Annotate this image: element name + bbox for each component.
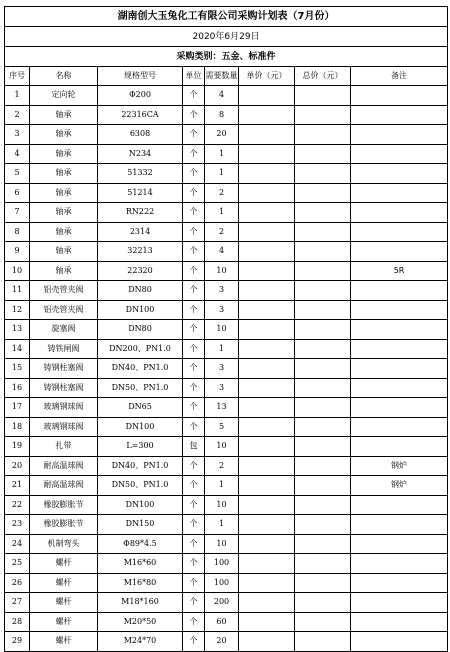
- cell-spec: 2314: [98, 222, 183, 242]
- cell-note: [351, 300, 448, 320]
- cell-spec: DN100: [98, 300, 183, 320]
- table-row: [5, 261, 448, 281]
- cell-no: 28: [5, 612, 30, 632]
- cell-spec: DN80: [98, 281, 183, 301]
- cell-qty: 1: [205, 164, 239, 184]
- cell-no: 8: [5, 222, 30, 242]
- cell-unit: 个: [183, 554, 205, 574]
- cell-spec: RN222: [98, 203, 183, 223]
- cell-unit: 个: [183, 476, 205, 496]
- cell-qty: 10: [205, 534, 239, 554]
- cell-total: [295, 164, 351, 184]
- cell-qty: 2: [205, 183, 239, 203]
- cell-qty: 200: [205, 593, 239, 613]
- cell-qty: 8: [205, 105, 239, 125]
- cell-name: 轴承: [30, 183, 98, 203]
- table-row: [5, 164, 448, 184]
- cell-spec: 22316CA: [98, 105, 183, 125]
- cell-name: 橡胶膨胀节: [30, 515, 98, 535]
- cell-name: 橡胶膨胀节: [30, 495, 98, 515]
- cell-no: 7: [5, 203, 30, 223]
- cell-unit: 个: [183, 573, 205, 593]
- cell-total: [295, 281, 351, 301]
- cell-note: [351, 339, 448, 359]
- cell-no: 5: [5, 164, 30, 184]
- cell-price: [239, 281, 295, 301]
- purchase-plan-table: [4, 6, 448, 652]
- cell-price: [239, 339, 295, 359]
- cell-note: [351, 593, 448, 613]
- cell-qty: 60: [205, 612, 239, 632]
- cell-price: [239, 320, 295, 340]
- cell-total: [295, 534, 351, 554]
- table-row: [5, 144, 448, 164]
- col-header-name: 名称: [30, 67, 98, 86]
- cell-name: 轴承: [30, 164, 98, 184]
- table-row: [5, 573, 448, 593]
- cell-price: [239, 242, 295, 262]
- cell-spec: DN50、PN1.0: [98, 378, 183, 398]
- cell-name: 旋塞阀: [30, 320, 98, 340]
- cell-total: [295, 612, 351, 632]
- cell-total: [295, 515, 351, 535]
- cell-spec: DN100: [98, 495, 183, 515]
- cell-price: [239, 612, 295, 632]
- cell-no: 23: [5, 515, 30, 535]
- cell-price: [239, 86, 295, 106]
- cell-price: [239, 437, 295, 457]
- purchase-category: 采购类别：五金、标准件: [5, 47, 448, 67]
- cell-no: 1: [5, 86, 30, 106]
- cell-price: [239, 554, 295, 574]
- col-header-qty: 需要数量: [205, 67, 239, 86]
- cell-total: [295, 398, 351, 418]
- table-row: [5, 417, 448, 437]
- table-row: [5, 593, 448, 613]
- cell-note: [351, 144, 448, 164]
- cell-qty: 4: [205, 242, 239, 262]
- cell-qty: 13: [205, 398, 239, 418]
- cell-name: 螺杆: [30, 612, 98, 632]
- cell-name: 铸钢柱塞阀: [30, 378, 98, 398]
- cell-spec: M16*60: [98, 554, 183, 574]
- cell-no: 20: [5, 456, 30, 476]
- cell-total: [295, 359, 351, 379]
- table-row: [5, 632, 448, 652]
- cell-unit: 个: [183, 534, 205, 554]
- cell-spec: M20*50: [98, 612, 183, 632]
- sheet-date: 2020年6月29日: [5, 27, 448, 47]
- cell-unit: 个: [183, 203, 205, 223]
- table-row: [5, 476, 448, 496]
- cell-total: [295, 554, 351, 574]
- cell-unit: 个: [183, 378, 205, 398]
- cell-unit: 个: [183, 300, 205, 320]
- purchase-plan-sheet: [4, 6, 447, 652]
- cell-name: 机制弯头: [30, 534, 98, 554]
- cell-price: [239, 398, 295, 418]
- cell-note: [351, 164, 448, 184]
- cell-note: [351, 86, 448, 106]
- cell-unit: 个: [183, 456, 205, 476]
- cell-spec: DN65: [98, 398, 183, 418]
- cell-spec: DN80: [98, 320, 183, 340]
- cell-price: [239, 573, 295, 593]
- cell-note: [351, 398, 448, 418]
- cell-no: 19: [5, 437, 30, 457]
- cell-unit: 个: [183, 593, 205, 613]
- cell-note: [351, 554, 448, 574]
- cell-no: 25: [5, 554, 30, 574]
- cell-note: [351, 222, 448, 242]
- table-row: [5, 398, 448, 418]
- cell-spec: DN100: [98, 417, 183, 437]
- table-row: [5, 222, 448, 242]
- cell-spec: N234: [98, 144, 183, 164]
- cell-note: 钢炉: [351, 456, 448, 476]
- cell-price: [239, 300, 295, 320]
- cell-price: [239, 378, 295, 398]
- cell-spec: 51214: [98, 183, 183, 203]
- title-row: [5, 7, 448, 27]
- cell-note: [351, 612, 448, 632]
- cell-qty: 100: [205, 573, 239, 593]
- cell-name: 铝壳管夹阀: [30, 300, 98, 320]
- cell-price: [239, 632, 295, 652]
- cell-unit: 个: [183, 125, 205, 145]
- cell-spec: DN200、PN1.0: [98, 339, 183, 359]
- cell-qty: 3: [205, 359, 239, 379]
- cell-spec: DN40、PN1.0: [98, 359, 183, 379]
- cell-note: [351, 105, 448, 125]
- table-row: [5, 105, 448, 125]
- cell-unit: 个: [183, 164, 205, 184]
- cell-note: [351, 281, 448, 301]
- table-row: [5, 359, 448, 379]
- cell-name: 铸钢柱塞阀: [30, 359, 98, 379]
- cell-spec: Φ200: [98, 86, 183, 106]
- table-row: [5, 437, 448, 457]
- cell-name: 扎带: [30, 437, 98, 457]
- cell-name: 耐高温球阀: [30, 476, 98, 496]
- cell-unit: 个: [183, 515, 205, 535]
- cell-unit: 个: [183, 105, 205, 125]
- cell-qty: 3: [205, 300, 239, 320]
- cell-unit: 个: [183, 222, 205, 242]
- cell-no: 13: [5, 320, 30, 340]
- cell-total: [295, 105, 351, 125]
- cell-unit: 个: [183, 281, 205, 301]
- cell-price: [239, 183, 295, 203]
- cell-qty: 1: [205, 203, 239, 223]
- cell-note: [351, 495, 448, 515]
- cell-total: [295, 339, 351, 359]
- cell-note: [351, 632, 448, 652]
- cell-total: [295, 573, 351, 593]
- table-row: [5, 534, 448, 554]
- cell-note: [351, 359, 448, 379]
- cell-total: [295, 495, 351, 515]
- cell-name: 耐高温球阀: [30, 456, 98, 476]
- col-header-no: 序号: [5, 67, 30, 86]
- cell-name: 轴承: [30, 144, 98, 164]
- cell-qty: 10: [205, 320, 239, 340]
- cell-unit: 个: [183, 612, 205, 632]
- cell-name: 铝壳管夹阀: [30, 281, 98, 301]
- cell-no: 6: [5, 183, 30, 203]
- cell-no: 16: [5, 378, 30, 398]
- cell-qty: 2: [205, 456, 239, 476]
- col-header-price: 单价（元）: [239, 67, 295, 86]
- cell-note: 钢炉: [351, 476, 448, 496]
- category-row: [5, 47, 448, 67]
- cell-no: 2: [5, 105, 30, 125]
- table-row: [5, 242, 448, 262]
- cell-total: [295, 456, 351, 476]
- cell-total: [295, 593, 351, 613]
- cell-spec: 6308: [98, 125, 183, 145]
- cell-name: 轴承: [30, 125, 98, 145]
- cell-no: 18: [5, 417, 30, 437]
- cell-note: [351, 534, 448, 554]
- table-row: [5, 456, 448, 476]
- cell-no: 29: [5, 632, 30, 652]
- cell-no: 26: [5, 573, 30, 593]
- cell-price: [239, 495, 295, 515]
- table-row: [5, 320, 448, 340]
- cell-price: [239, 456, 295, 476]
- cell-note: [351, 125, 448, 145]
- cell-name: 轴承: [30, 222, 98, 242]
- cell-no: 14: [5, 339, 30, 359]
- table-row: [5, 339, 448, 359]
- cell-total: [295, 378, 351, 398]
- cell-name: 轴承: [30, 105, 98, 125]
- cell-note: [351, 242, 448, 262]
- cell-spec: DN40、PN1.0: [98, 456, 183, 476]
- cell-total: [295, 261, 351, 281]
- cell-price: [239, 164, 295, 184]
- table-row: [5, 203, 448, 223]
- cell-spec: L=300: [98, 437, 183, 457]
- cell-qty: 3: [205, 281, 239, 301]
- cell-unit: 个: [183, 339, 205, 359]
- cell-name: 定向轮: [30, 86, 98, 106]
- cell-price: [239, 476, 295, 496]
- cell-qty: 10: [205, 261, 239, 281]
- cell-qty: 2: [205, 222, 239, 242]
- cell-no: 15: [5, 359, 30, 379]
- cell-qty: 1: [205, 144, 239, 164]
- table-row: [5, 378, 448, 398]
- cell-name: 螺杆: [30, 593, 98, 613]
- cell-spec: M24*70: [98, 632, 183, 652]
- cell-spec: M18*160: [98, 593, 183, 613]
- cell-no: 4: [5, 144, 30, 164]
- cell-name: 铸铁闸阀: [30, 339, 98, 359]
- cell-name: 轴承: [30, 261, 98, 281]
- cell-no: 27: [5, 593, 30, 613]
- cell-note: [351, 183, 448, 203]
- cell-name: 螺杆: [30, 554, 98, 574]
- table-row: [5, 612, 448, 632]
- date-row: [5, 27, 448, 47]
- cell-spec: Φ89*4.5: [98, 534, 183, 554]
- table-row: [5, 495, 448, 515]
- cell-unit: 个: [183, 86, 205, 106]
- sheet-title: 湖南创大玉兔化工有限公司采购计划表（7月份）: [5, 7, 448, 27]
- cell-no: 12: [5, 300, 30, 320]
- cell-price: [239, 515, 295, 535]
- cell-unit: 个: [183, 398, 205, 418]
- cell-no: 22: [5, 495, 30, 515]
- cell-price: [239, 144, 295, 164]
- cell-no: 3: [5, 125, 30, 145]
- cell-total: [295, 222, 351, 242]
- col-header-total: 总价（元）: [295, 67, 351, 86]
- cell-price: [239, 417, 295, 437]
- cell-qty: 100: [205, 554, 239, 574]
- cell-price: [239, 125, 295, 145]
- cell-spec: 32213: [98, 242, 183, 262]
- cell-price: [239, 261, 295, 281]
- cell-total: [295, 203, 351, 223]
- table-row: [5, 125, 448, 145]
- cell-qty: 1: [205, 476, 239, 496]
- col-header-note: 备注: [351, 67, 448, 86]
- table-row: [5, 554, 448, 574]
- cell-unit: 个: [183, 495, 205, 515]
- cell-note: [351, 320, 448, 340]
- header-row: [5, 67, 448, 86]
- cell-no: 9: [5, 242, 30, 262]
- cell-price: [239, 203, 295, 223]
- cell-name: 轴承: [30, 242, 98, 262]
- cell-no: 24: [5, 534, 30, 554]
- cell-unit: 个: [183, 261, 205, 281]
- cell-qty: 4: [205, 86, 239, 106]
- cell-note: [351, 203, 448, 223]
- col-header-spec: 规格型号: [98, 67, 183, 86]
- cell-price: [239, 222, 295, 242]
- cell-note: [351, 378, 448, 398]
- cell-total: [295, 320, 351, 340]
- cell-total: [295, 125, 351, 145]
- cell-name: 玻璃钢球阀: [30, 417, 98, 437]
- cell-total: [295, 242, 351, 262]
- cell-price: [239, 359, 295, 379]
- cell-name: 螺杆: [30, 573, 98, 593]
- cell-unit: 个: [183, 632, 205, 652]
- cell-note: [351, 515, 448, 535]
- cell-unit: 个: [183, 359, 205, 379]
- cell-total: [295, 632, 351, 652]
- cell-qty: 10: [205, 437, 239, 457]
- cell-unit: 包: [183, 437, 205, 457]
- cell-spec: DN150: [98, 515, 183, 535]
- cell-no: 21: [5, 476, 30, 496]
- cell-spec: M16*80: [98, 573, 183, 593]
- col-header-unit: 单位: [183, 67, 205, 86]
- cell-price: [239, 593, 295, 613]
- cell-note: [351, 573, 448, 593]
- cell-name: 螺杆: [30, 632, 98, 652]
- cell-qty: 1: [205, 515, 239, 535]
- cell-name: 玻璃钢球阀: [30, 398, 98, 418]
- cell-unit: 个: [183, 144, 205, 164]
- cell-total: [295, 476, 351, 496]
- cell-total: [295, 417, 351, 437]
- table-row: [5, 183, 448, 203]
- cell-no: 17: [5, 398, 30, 418]
- cell-qty: 1: [205, 339, 239, 359]
- cell-price: [239, 534, 295, 554]
- cell-note: [351, 417, 448, 437]
- cell-note: [351, 437, 448, 457]
- cell-name: 轴承: [30, 203, 98, 223]
- cell-qty: 20: [205, 632, 239, 652]
- cell-total: [295, 183, 351, 203]
- cell-unit: 个: [183, 242, 205, 262]
- cell-total: [295, 437, 351, 457]
- cell-no: 10: [5, 261, 30, 281]
- table-row: [5, 86, 448, 106]
- cell-no: 11: [5, 281, 30, 301]
- cell-spec: 22320: [98, 261, 183, 281]
- table-row: [5, 300, 448, 320]
- cell-unit: 个: [183, 417, 205, 437]
- cell-spec: 51332: [98, 164, 183, 184]
- table-row: [5, 515, 448, 535]
- cell-total: [295, 300, 351, 320]
- cell-price: [239, 105, 295, 125]
- cell-total: [295, 86, 351, 106]
- table-row: [5, 281, 448, 301]
- cell-unit: 个: [183, 183, 205, 203]
- cell-unit: 个: [183, 320, 205, 340]
- cell-qty: 10: [205, 495, 239, 515]
- cell-spec: DN50、PN1.0: [98, 476, 183, 496]
- cell-qty: 20: [205, 125, 239, 145]
- cell-total: [295, 144, 351, 164]
- cell-qty: 5: [205, 417, 239, 437]
- cell-note: 5R: [351, 261, 448, 281]
- cell-qty: 3: [205, 378, 239, 398]
